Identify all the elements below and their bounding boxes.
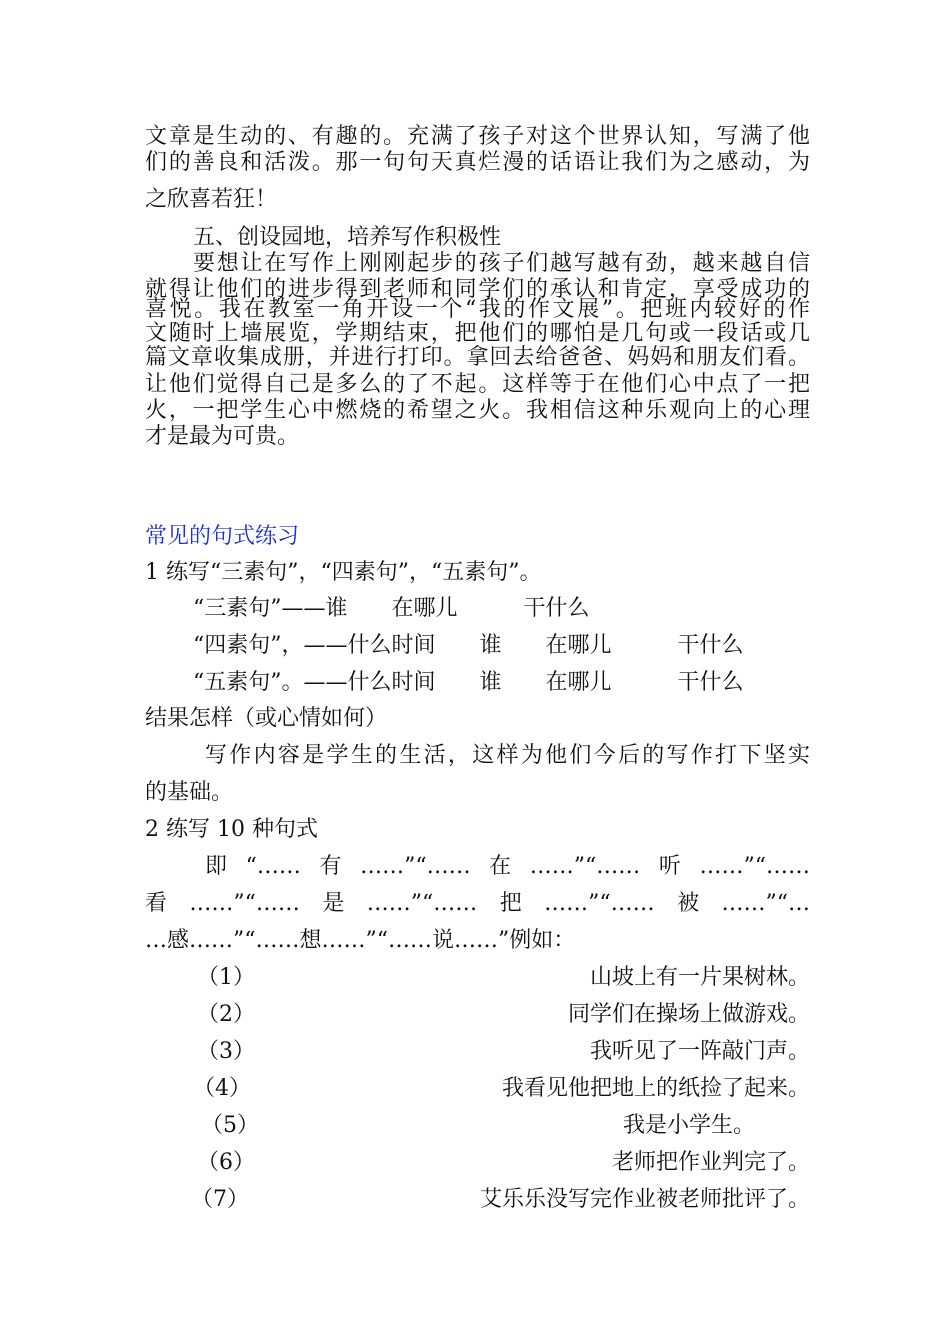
paragraph-line: 让他们觉得自己是多么的了不起。这样等于在他们心中点了一把 — [145, 372, 810, 397]
paragraph-line: 结果怎样（或心情如何） — [145, 706, 388, 731]
paragraph-line: 之欣喜若狂！ — [145, 187, 278, 212]
paragraph-line: 文随时上墙展览，学期结束，把他们的哪怕是几句或一段话或几 — [145, 321, 810, 346]
item-heading: 2 练写 10 种句式 — [145, 817, 318, 842]
element-row: “四素句”，——什么时间 谁 在哪儿 干什么 — [193, 633, 744, 658]
element-row: “三素句”——谁 在哪儿 干什么 — [193, 596, 590, 621]
item-heading: 1 练写“三素句”，“四素句”，“五素句”。 — [145, 560, 542, 585]
example-number: （6） — [197, 1150, 255, 1175]
paragraph-line: …感……”“……想……”“……说……”例如： — [145, 928, 576, 953]
example-sentence: 山坡上有一片果树林。 — [589, 965, 810, 990]
example-sentence: 我是小学生。 — [622, 1113, 755, 1138]
paragraph-line: 即“……有……”“……在……”“……听……”“…… — [205, 854, 810, 879]
example-row — [145, 965, 810, 991]
example-sentence: 艾乐乐没写完作业被老师批评了。 — [479, 1187, 810, 1212]
section-heading: 五、创设园地，培养写作积极性 — [193, 225, 502, 250]
paragraph-line: 要想让在写作上刚刚起步的孩子们越写越有劲，越来越自信 — [193, 251, 810, 276]
example-row — [145, 1076, 810, 1102]
paragraph-line: 们的善良和活泼。那一句句天真烂漫的话语让我们为之感动，为 — [145, 150, 810, 175]
paragraph-line: 文章是生动的、有趣的。充满了孩子对这个世界认知，写满了他 — [145, 124, 810, 149]
paragraph-line: 看……”“……是……”“……把……”“……被……”“… — [145, 891, 810, 916]
example-row — [145, 1039, 810, 1065]
example-sentence: 同学们在操场上做游戏。 — [567, 1002, 810, 1027]
example-number: （2） — [197, 1002, 255, 1027]
paragraph-line: 的基础。 — [145, 780, 234, 805]
example-sentence: 老师把作业判完了。 — [611, 1150, 810, 1175]
example-number: （1） — [197, 965, 255, 990]
example-row — [145, 1187, 810, 1213]
example-number: （3） — [197, 1039, 255, 1064]
paragraph-line: 篇文章收集成册，并进行打印。拿回去给爸爸、妈妈和朋友们看。 — [145, 345, 810, 370]
example-number: （7） — [191, 1187, 249, 1212]
example-row — [145, 1002, 810, 1028]
paragraph-line: 就得让他们的进步得到老师和同学们的承认和肯定，享受成功的 — [145, 277, 810, 302]
example-row — [145, 1113, 810, 1139]
example-sentence: 我听见了一阵敲门声。 — [589, 1039, 810, 1064]
example-sentence: 我看见他把地上的纸捡了起来。 — [501, 1076, 810, 1101]
paragraph-line: 写作内容是学生的生活，这样为他们今后的写作打下坚实 — [205, 743, 810, 768]
paragraph-line: 喜悦。我在教室一角开设一个“我的作文展”。把班内较好的作 — [145, 297, 810, 322]
example-number: （5） — [201, 1113, 259, 1138]
practice-title: 常见的句式练习 — [145, 524, 300, 549]
paragraph-line: 才是最为可贵。 — [145, 424, 300, 449]
paragraph-line: 火，一把学生心中燃烧的希望之火。我相信这种乐观向上的心理 — [145, 398, 810, 423]
example-row — [145, 1150, 810, 1176]
example-number: （4） — [193, 1076, 251, 1101]
element-row: “五素句”。——什么时间 谁 在哪儿 干什么 — [193, 670, 744, 695]
